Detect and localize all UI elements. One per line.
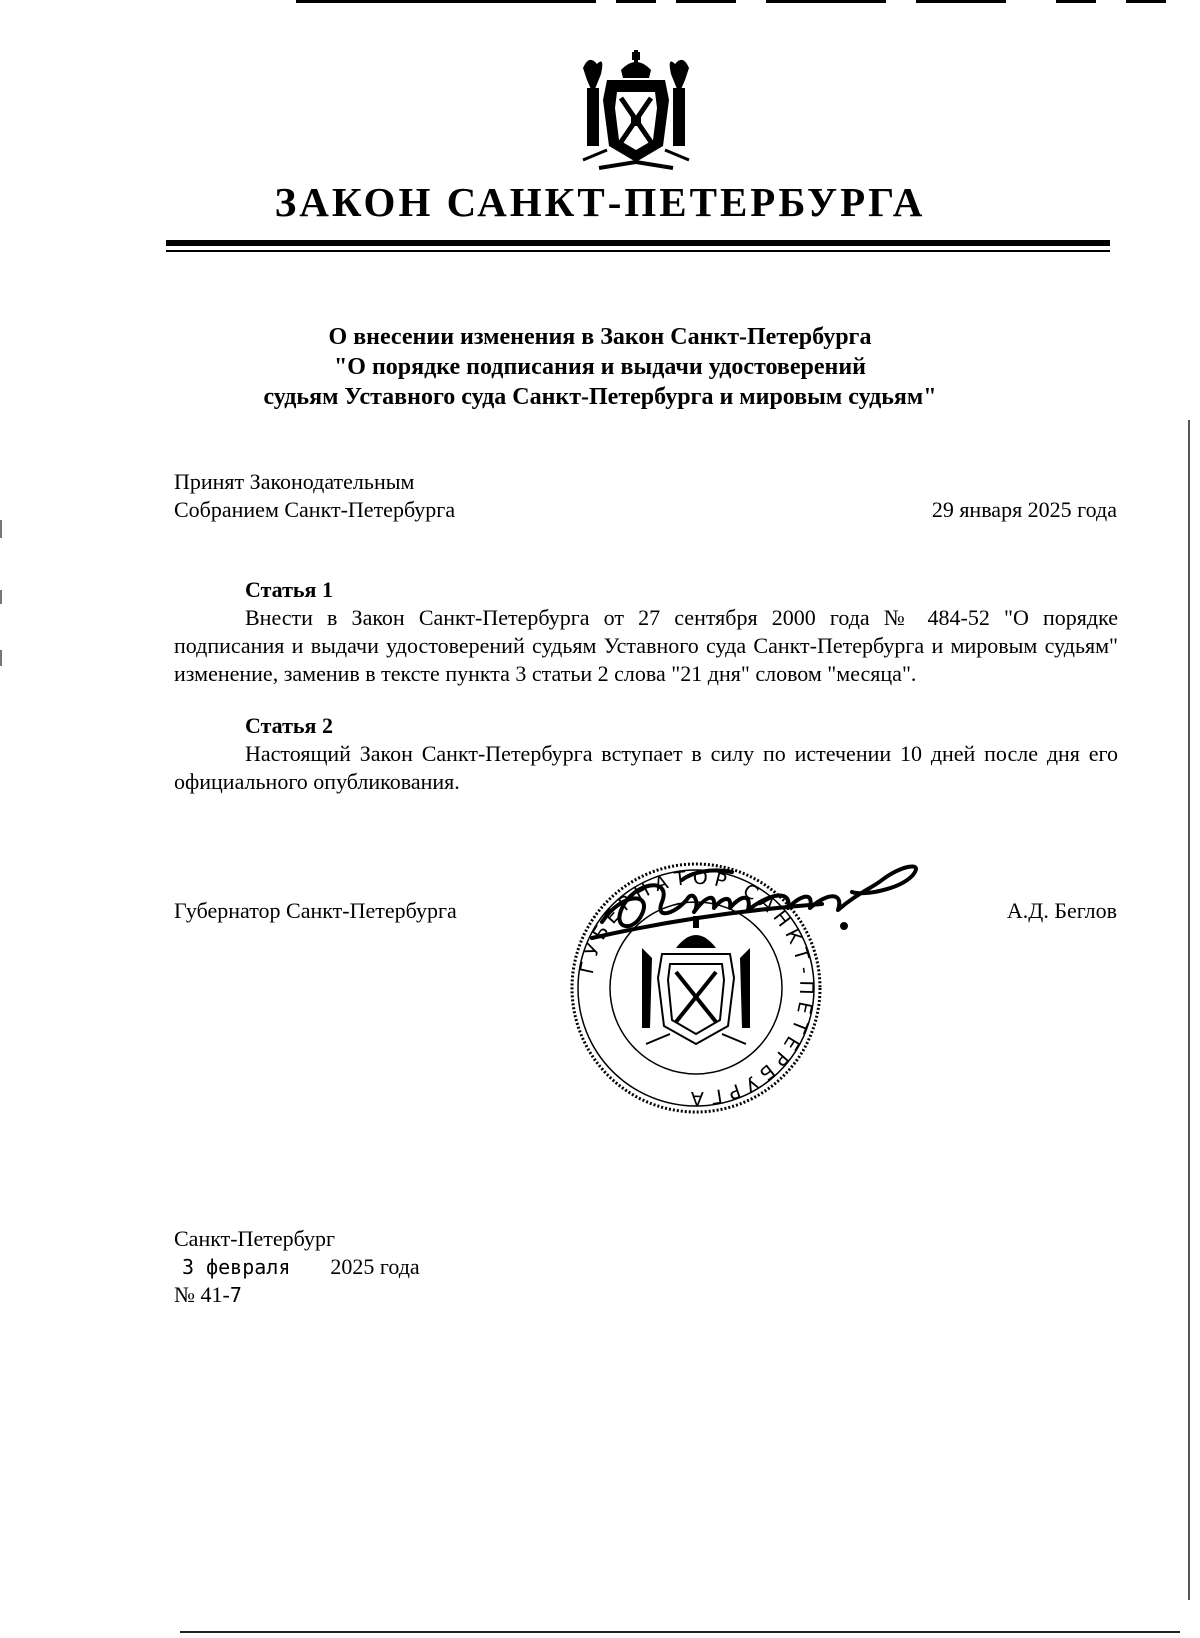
signatory-position: Губернатор Санкт-Петербурга — [174, 898, 457, 923]
law-subject — [160, 322, 1040, 412]
seal-text: ГУБЕРНАТОР САНКТ-ПЕТЕРБУРГА — [575, 866, 818, 1110]
subject-line: "О порядке подписания и выдачи удостоверений — [333, 354, 867, 380]
article-1 — [174, 576, 1118, 688]
subject-line: О внесении изменения в Закон Санкт-Петербурга — [328, 324, 872, 350]
issuance-date-line — [174, 1253, 420, 1281]
issuance-number-value: 7 — [229, 1283, 242, 1307]
issuance-year: 2025 года — [330, 1254, 420, 1279]
adopted-by — [174, 468, 455, 524]
article-title: Статья 2 — [245, 713, 333, 738]
issuance-block — [174, 1225, 420, 1309]
adopted-date: 29 января 2025 года — [931, 497, 1117, 522]
handwritten-signature — [582, 852, 962, 952]
article-text: Настоящий Закон Санкт-Петербурга вступает в силу по истечении 10 дней после дня его официального опубликования. — [174, 741, 1118, 794]
issuance-city: Санкт-Петербург — [174, 1226, 335, 1251]
scan-left-edge-mark — [0, 590, 2, 604]
issuance-day-month: 3 февраля — [182, 1255, 291, 1279]
scan-bottom-edge — [180, 1631, 1180, 1633]
article-2 — [174, 712, 1118, 796]
scan-top-edge — [296, 0, 1176, 4]
scan-right-edge — [1188, 420, 1190, 1600]
subject-line: судьям Уставного суда Санкт-Петербурга и мировым судьям" — [263, 384, 937, 410]
article-text: Внести в Закон Санкт-Петербурга от 27 сентября 2000 года № 484-52 "О порядке подписания и выдачи удостоверений судьям Уставного суда Санкт-Петербурга и мировым судьям" изменение, заменив в тексте пункта 3 статьи 2 слова "21 дня" словом "месяца". — [174, 605, 1118, 686]
heading-rule-thick — [166, 240, 1110, 246]
law-heading: ЗАКОН САНКТ-ПЕТЕРБУРГА — [274, 179, 926, 225]
scan-left-edge-mark — [0, 650, 2, 666]
scan-left-edge-mark — [0, 520, 2, 538]
issuance-number-line — [174, 1281, 420, 1309]
article-title: Статья 1 — [245, 577, 333, 602]
coat-of-arms-emblem — [577, 50, 695, 173]
adopted-line: Собранием Санкт-Петербурга — [174, 497, 456, 522]
heading-rule-thin — [166, 250, 1110, 252]
issuance-number-prefix: № 41- — [174, 1282, 230, 1307]
adopted-line: Принят Законодательным — [174, 469, 415, 494]
signatory-name: А.Д. Беглов — [1006, 898, 1117, 923]
